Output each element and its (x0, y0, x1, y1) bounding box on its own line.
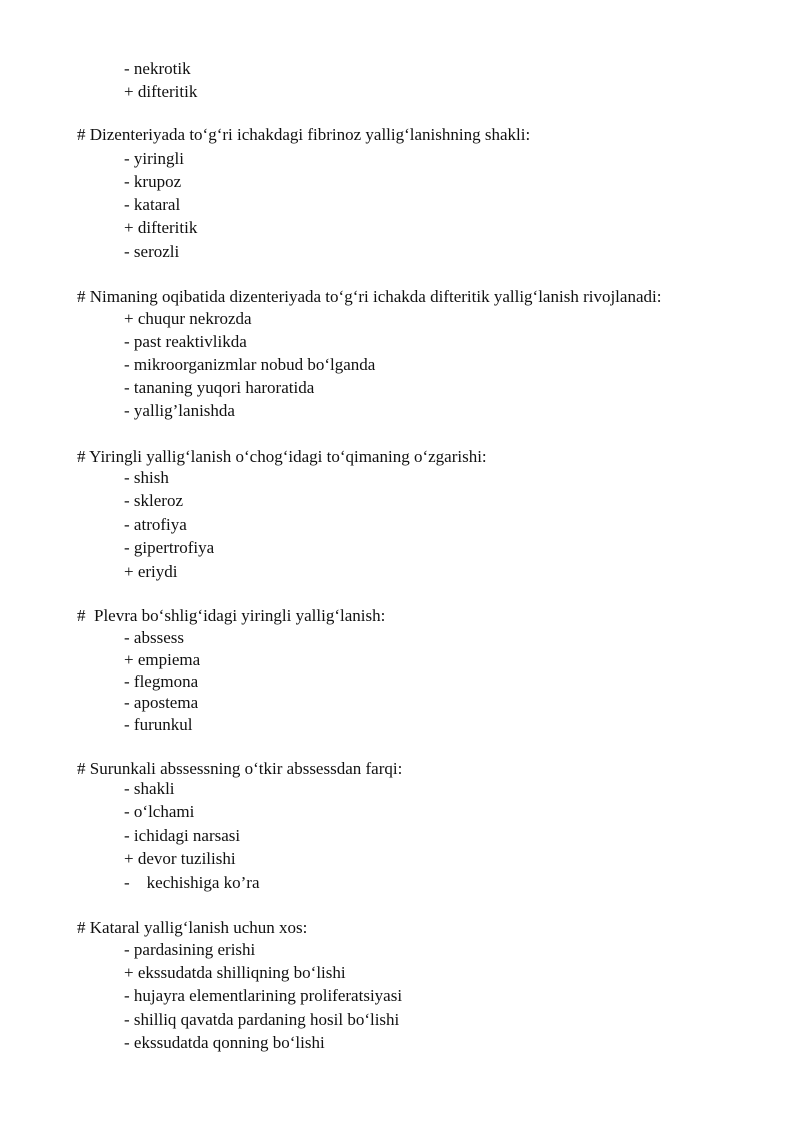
option-marker: - (124, 672, 130, 691)
option-text: yallig’lanishda (133, 401, 235, 420)
option-line (124, 401, 235, 421)
option-marker: - (124, 491, 130, 510)
option-marker: - (124, 401, 130, 420)
option-line (124, 59, 191, 79)
option-text: mikroorganizmlar nobud bo‘lganda (133, 355, 376, 374)
option-line (124, 515, 187, 535)
option-line (124, 149, 184, 169)
option-text: furunkul (133, 715, 193, 734)
option-line (124, 195, 180, 215)
option-text: kataral (133, 195, 181, 214)
option-marker: - (124, 378, 130, 397)
option-line (124, 378, 314, 398)
option-marker: - (124, 873, 130, 892)
option-line (124, 650, 200, 670)
option-line (124, 468, 169, 488)
option-text: shakli (133, 779, 175, 798)
option-marker: - (124, 538, 130, 557)
option-text: kechishiga ko’ra (133, 873, 260, 892)
option-line (124, 628, 184, 648)
question-text: # Dizenteriyada to‘g‘ri ichakdagi fibrinoz yallig‘lanishning shakli: (77, 125, 531, 144)
option-marker: - (124, 826, 130, 845)
option-text: atrofiya (133, 515, 187, 534)
option-line (124, 538, 214, 558)
option-line (124, 826, 240, 846)
option-line (124, 172, 181, 192)
option-text: o‘lchami (133, 802, 195, 821)
option-text: ichidagi narsasi (133, 826, 241, 845)
option-text: pardasining erishi (133, 940, 256, 959)
option-marker: - (124, 802, 130, 821)
option-line (124, 986, 402, 1006)
option-line (124, 491, 183, 511)
option-marker: + (124, 849, 134, 868)
option-text: past reaktivlikda (133, 332, 247, 351)
option-line (124, 242, 179, 262)
option-line (124, 1010, 399, 1030)
option-text: shish (133, 468, 169, 487)
option-line (124, 672, 198, 692)
question-text: # Plevra bo‘shlig‘idagi yiringli yallig‘lanish: (77, 606, 386, 625)
option-text: chuqur nekrozda (137, 309, 252, 328)
option-marker: - (124, 149, 130, 168)
question-text: # Kataral yallig‘lanish uchun xos: (77, 918, 308, 937)
option-text: serozli (133, 242, 180, 261)
option-line (124, 332, 247, 352)
option-line (124, 1033, 325, 1053)
option-line (124, 82, 197, 102)
option-marker: - (124, 195, 130, 214)
option-line (124, 355, 375, 375)
option-marker: - (124, 59, 130, 78)
option-text: gipertrofiya (133, 538, 215, 557)
option-text: devor tuzilishi (137, 849, 236, 868)
question-text: # Nimaning oqibatida dizenteriyada to‘g‘ri ichakda difteritik yallig‘lanish rivojlanadi: (77, 287, 662, 306)
option-line (124, 873, 260, 893)
option-marker: - (124, 515, 130, 534)
option-text: abssess (133, 628, 184, 647)
option-text: skleroz (133, 491, 184, 510)
option-marker: - (124, 468, 130, 487)
option-text: flegmona (133, 672, 199, 691)
option-marker: - (124, 715, 130, 734)
option-marker: - (124, 1033, 130, 1052)
option-marker: + (124, 309, 134, 328)
option-text: tananing yuqori haroratida (133, 378, 315, 397)
option-marker: - (124, 779, 130, 798)
option-line (124, 562, 178, 582)
option-line (124, 963, 346, 983)
option-text: krupoz (133, 172, 182, 191)
option-line (124, 715, 192, 735)
option-marker: - (124, 986, 130, 1005)
option-marker: + (124, 650, 134, 669)
option-marker: + (124, 218, 134, 237)
option-marker: + (124, 963, 134, 982)
option-marker: - (124, 242, 130, 261)
option-marker: - (124, 693, 130, 712)
option-text: difteritik (137, 218, 198, 237)
option-line (124, 849, 236, 869)
option-marker: - (124, 172, 130, 191)
option-line (124, 693, 198, 713)
option-text: apostema (133, 693, 199, 712)
option-line (124, 779, 175, 799)
option-marker: + (124, 82, 134, 101)
option-text: hujayra elementlarining proliferatsiyasi (133, 986, 403, 1005)
option-marker: - (124, 1010, 130, 1029)
option-text: difteritik (137, 82, 198, 101)
option-text: eriydi (137, 562, 178, 581)
option-text: ekssudatda qonning bo‘lishi (133, 1033, 325, 1052)
option-marker: - (124, 332, 130, 351)
option-text: empiema (137, 650, 201, 669)
option-text: ekssudatda shilliqning bo‘lishi (137, 963, 346, 982)
question-text: # Surunkali abssessning o‘tkir abssessdan farqi: (77, 759, 403, 778)
option-text: yiringli (133, 149, 184, 168)
option-text: shilliq qavatda pardaning hosil bo‘lishi (133, 1010, 400, 1029)
option-line (124, 309, 252, 329)
option-text: nekrotik (133, 59, 191, 78)
option-marker: - (124, 628, 130, 647)
option-marker: + (124, 562, 134, 581)
option-line (124, 940, 255, 960)
option-marker: - (124, 355, 130, 374)
option-line (124, 802, 194, 822)
option-marker: - (124, 940, 130, 959)
option-line (124, 218, 197, 238)
question-text: # Yiringli yallig‘lanish o‘chog‘idagi to‘qimaning o‘zgarishi: (77, 447, 487, 466)
